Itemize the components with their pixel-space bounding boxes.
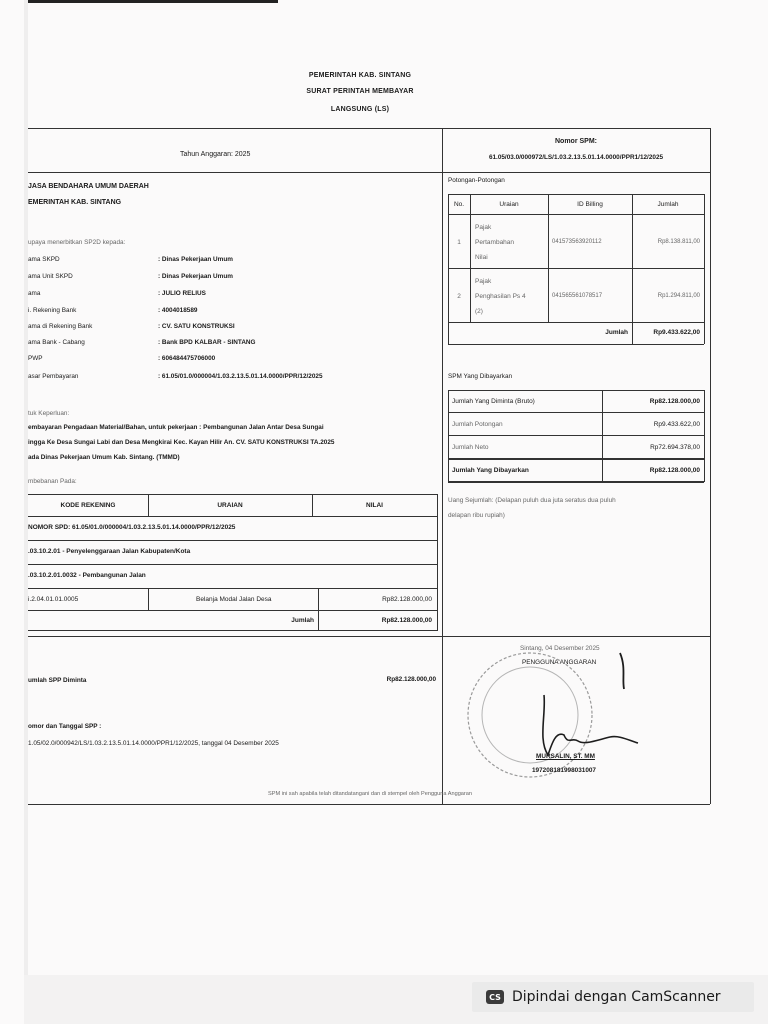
intro-text: upaya menerbitkan SP2D kepada: xyxy=(28,239,126,246)
pot-row-billing: 041573563920112 xyxy=(552,239,602,245)
rek-nomor-spd: NOMOR SPD: 61.05/01.0/000004/1.03.2.13.5.01.14.0000/PPR/12/2025 xyxy=(28,524,236,531)
footnote: SPM ini sah apabila telah ditandatangani dan di stempel oleh Pengguna Anggaran xyxy=(267,791,472,797)
rek-item-kode: i.2.04.01.01.0005 xyxy=(28,596,79,603)
field-value: : 4004018589 xyxy=(158,307,198,314)
jumlah-spp-label: umlah SPP Diminta xyxy=(28,677,87,684)
frame-right-border xyxy=(710,128,711,804)
spm-row-value: Rp9.433.622,00 xyxy=(653,421,700,428)
pot-row-uraian: Pertambahan xyxy=(475,239,515,246)
pot-jumlah-value: Rp9.433.622,00 xyxy=(653,329,700,336)
frame-bottom-line xyxy=(28,804,710,805)
pot-row-uraian: Nilai xyxy=(475,254,488,261)
frame-middle-divider xyxy=(442,128,443,804)
uang-sejumlah-line2: delapan ribu rupiah) xyxy=(448,512,505,519)
spm-row-label: Jumlah Potongan xyxy=(452,421,503,428)
spm-row-value: Rp82.128.000,00 xyxy=(649,398,700,405)
camscanner-watermark xyxy=(472,982,754,1012)
jumlah-spp-value: Rp82.128.000,00 xyxy=(386,676,436,683)
spm-row-label: Jumlah Yang Diminta (Bruto) xyxy=(452,398,535,405)
field-label: ama SKPD xyxy=(28,256,60,263)
header-title: SURAT PERINTAH MEMBAYAR xyxy=(306,88,414,95)
field-value: : Dinas Pekerjaan Umum xyxy=(158,273,233,280)
stamp-inner-ring xyxy=(482,667,578,763)
rek-subkegiatan-row: .03.10.2.01.0032 - Pembangunan Jalan xyxy=(28,572,146,579)
signature-mark xyxy=(620,653,624,689)
frame-top-line xyxy=(28,128,710,129)
nomor-spp-value: 1.05/02.0/000942/LS/1.03.2.13.5.01.14.0000/PPR1/12/2025, tanggal 04 Desember 2025 xyxy=(28,740,279,747)
pot-row-uraian: Pajak xyxy=(475,224,492,231)
pot-row-uraian: Pajak xyxy=(475,278,492,285)
field-value: : 61.05/01.0/000004/1.03.2.13.5.01.14.0000/PPR/12/2025 xyxy=(158,373,323,380)
rek-jumlah-label: Jumlah xyxy=(291,617,314,624)
scan-edge-mark xyxy=(28,0,278,3)
nomor-spm-value: 61.05/03.0/000972/LS/1.03.2.13.5.01.14.0000/PPR1/12/2025 xyxy=(488,154,664,161)
field-value: : Dinas Pekerjaan Umum xyxy=(158,256,233,263)
uang-sejumlah-line1: Uang Sejumlah: (Delapan puluh dua juta seratus dua puluh xyxy=(448,497,616,504)
signature-name: MURSALIN, ST. MM xyxy=(536,753,595,760)
pembebanan-label: mbebanan Pada: xyxy=(28,478,77,485)
spm-row-value: Rp72.694.378,00 xyxy=(650,444,700,451)
rek-item-nilai: Rp82.128.000,00 xyxy=(382,596,432,603)
rek-item-uraian: Belanja Modal Jalan Desa xyxy=(196,596,272,603)
field-label: ama xyxy=(28,290,41,297)
field-label: asar Pembayaran xyxy=(28,373,79,380)
signature-role: PENGGUNA ANGGARAN xyxy=(522,659,597,666)
pot-row-no: 1 xyxy=(457,239,461,246)
nomor-spm-label: Nomor SPM: xyxy=(555,138,597,145)
keperluan-line2: ingga Ke Desa Sungai Labi dan Desa Mengkirai Kec. Kayan Hilir An. CV. SATU KONSTRUKSI TA.2025 xyxy=(28,439,335,446)
rek-jumlah-value: Rp82.128.000,00 xyxy=(381,617,432,624)
frame-header-bottom-line xyxy=(28,172,710,173)
pot-header-jumlah: Jumlah xyxy=(657,201,679,208)
header-government: PEMERINTAH KAB. SINTANG xyxy=(308,72,412,79)
spm-row-value: Rp82.128.000,00 xyxy=(649,467,700,474)
kuasa-line1: JASA BENDAHARA UMUM DAERAH xyxy=(28,183,149,190)
header-subtitle: LANGSUNG (LS) xyxy=(330,106,390,113)
spm-row-label: Jumlah Yang Dibayarkan xyxy=(452,467,529,474)
field-label: ama Bank - Cabang xyxy=(28,339,85,346)
keperluan-label: tuk Keperluan: xyxy=(28,410,70,417)
potongan-label: Potongan-Potongan xyxy=(448,177,505,184)
pot-row-jumlah: Rp1.294.811,00 xyxy=(657,293,700,299)
signature-nip: 197208181998031007 xyxy=(532,767,596,774)
scan-left-edge xyxy=(24,0,28,975)
pot-header-no: No. xyxy=(453,201,465,208)
camscanner-logo: CS xyxy=(486,990,504,1004)
rek-header-nilai: NILAI xyxy=(366,502,383,509)
signature-place-date: Sintang, 04 Desember 2025 xyxy=(520,645,600,652)
rek-header-uraian: URAIAN xyxy=(217,502,243,509)
pot-jumlah-label: Jumlah xyxy=(605,329,628,336)
field-value: : Bank BPD KALBAR - SINTANG xyxy=(158,339,256,346)
tahun-anggaran: Tahun Anggaran: 2025 xyxy=(180,151,251,158)
field-label: ama Unit SKPD xyxy=(28,273,73,280)
kuasa-line2: EMERINTAH KAB. SINTANG xyxy=(28,199,122,206)
spm-row-label: Jumlah Neto xyxy=(452,444,489,451)
pot-row-billing: 041565561078517 xyxy=(552,293,603,299)
field-value: : JULIO RELIUS xyxy=(158,290,206,297)
nomor-spp-label: omor dan Tanggal SPP : xyxy=(28,723,102,730)
pot-row-jumlah: Rp8.138.811,00 xyxy=(657,239,700,245)
rek-header-kode: KODE REKENING xyxy=(60,502,116,509)
keperluan-line1: embayaran Pengadaan Material/Bahan, untuk pekerjaan : Pembangunan Jalan Antar Desa Sungai xyxy=(28,424,324,431)
spm-dibayarkan-label: SPM Yang Dibayarkan xyxy=(448,373,513,380)
frame-section-line xyxy=(28,636,710,637)
pot-row-uraian: Penghasilan Ps 4 xyxy=(475,293,526,300)
field-label: i. Rekening Bank xyxy=(28,307,77,314)
pot-header-uraian: Uraian xyxy=(499,201,519,208)
pot-row-no: 2 xyxy=(457,293,461,300)
field-value: : CV. SATU KONSTRUKSI xyxy=(158,323,235,330)
pot-row-uraian: (2) xyxy=(475,308,483,315)
field-label: ama di Rekening Bank xyxy=(28,323,93,330)
keperluan-line3: ada Dinas Pekerjaan Umum Kab. Sintang. (TMMD) xyxy=(28,454,180,461)
camscanner-text: Dipindai dengan CamScanner xyxy=(512,989,721,1005)
official-stamp-and-signature xyxy=(460,645,670,785)
pot-header-billing: ID Billing xyxy=(577,201,603,208)
field-value: : 606484475706000 xyxy=(158,355,216,362)
field-label: PWP xyxy=(28,355,43,362)
rek-program-row: .03.10.2.01 - Penyelenggaraan Jalan Kabupaten/Kota xyxy=(28,548,191,555)
